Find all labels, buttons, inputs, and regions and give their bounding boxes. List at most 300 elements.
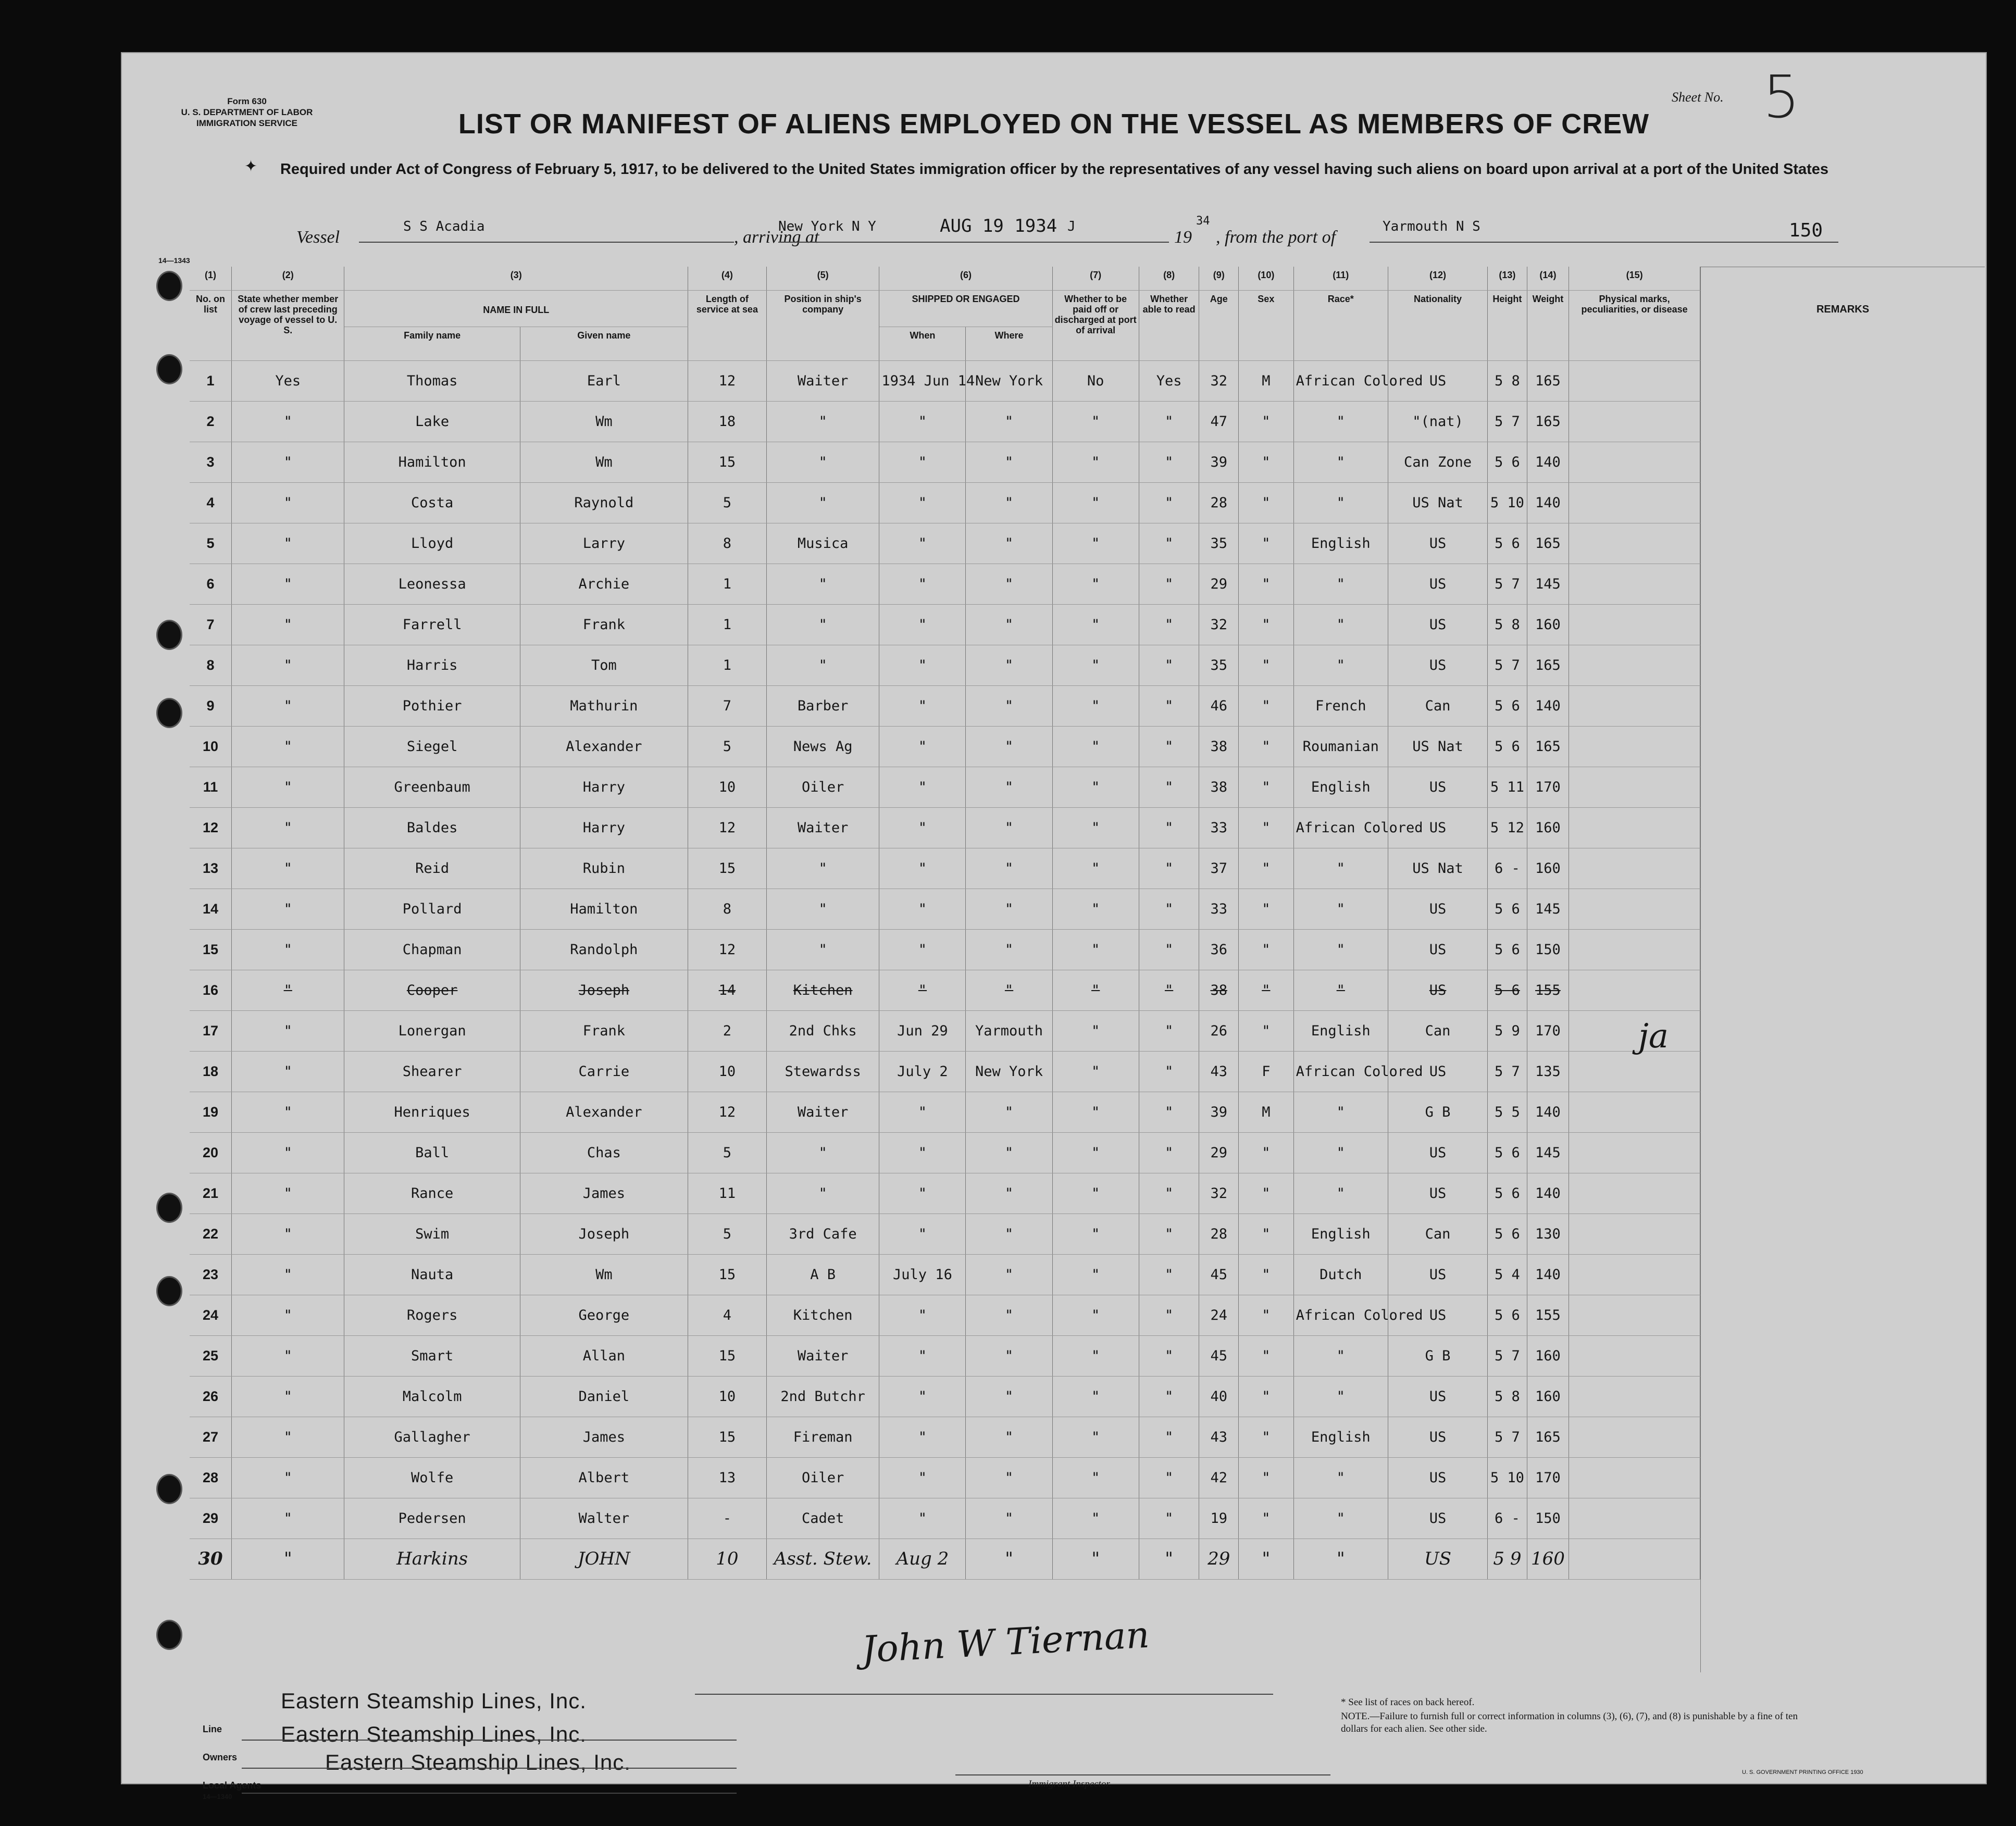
table-row <box>190 482 1700 523</box>
paid-off-cell: " <box>1052 1092 1139 1132</box>
race-cell: " <box>1293 1335 1388 1376</box>
weight-cell: 140 <box>1527 442 1569 482</box>
table-header <box>190 267 1700 360</box>
year-suffix: 34 <box>1196 215 1210 228</box>
weight-cell: 165 <box>1527 401 1569 442</box>
given-name-cell: Wm <box>520 401 688 442</box>
inspector-signature: John W Tiernan <box>861 1613 1151 1671</box>
race-cell: " <box>1293 1539 1388 1579</box>
height-cell: 5 6 <box>1488 726 1527 767</box>
service-length-cell: 15 <box>688 1417 766 1457</box>
weight-cell: 145 <box>1527 564 1569 604</box>
sheet-label: Sheet No. <box>1672 90 1724 105</box>
shipped-where-cell: " <box>966 1254 1052 1295</box>
service-length-cell: 7 <box>688 685 766 726</box>
race-cell: " <box>1293 1498 1388 1539</box>
row-number-cell: 4 <box>190 482 232 523</box>
table-row <box>190 1457 1700 1498</box>
shipped-when-cell: " <box>879 1295 966 1335</box>
race-cell: English <box>1293 523 1388 564</box>
given-name-cell: Raynold <box>520 482 688 523</box>
position-cell: Oiler <box>766 767 879 807</box>
form-number: Form 630 <box>227 96 267 106</box>
family-name-cell: Farrell <box>344 604 520 645</box>
row-number-cell: 6 <box>190 564 232 604</box>
height-cell: 6 - <box>1488 848 1527 889</box>
shipped-when-cell: " <box>879 564 966 604</box>
shipped-when-cell: " <box>879 523 966 564</box>
position-cell: " <box>766 604 879 645</box>
row-number-cell: 1 <box>190 360 232 401</box>
departure-port: Yarmouth N S <box>1383 219 1480 234</box>
col-num-3: (3) <box>344 267 688 290</box>
owners-label: Owners <box>203 1752 238 1762</box>
shipped-when-cell: " <box>879 1335 966 1376</box>
race-cell: " <box>1293 401 1388 442</box>
height-cell: 5 9 <box>1488 1010 1527 1051</box>
able-to-read-cell: " <box>1139 1295 1199 1335</box>
nationality-cell: US <box>1388 360 1487 401</box>
able-to-read-cell: " <box>1139 685 1199 726</box>
page-count: 150 <box>1789 220 1823 241</box>
position-cell: Waiter <box>766 1335 879 1376</box>
race-cell: " <box>1293 1173 1388 1214</box>
race-cell: " <box>1293 1457 1388 1498</box>
age-cell: 32 <box>1199 1173 1239 1214</box>
nationality-cell: US <box>1388 1457 1487 1498</box>
given-name-cell: Archie <box>520 564 688 604</box>
local-agents-label: Local Agents <box>203 1780 262 1791</box>
sex-cell: " <box>1238 1457 1293 1498</box>
sex-cell: " <box>1238 1539 1293 1579</box>
row-number-cell: 26 <box>190 1376 232 1417</box>
prior-voyage-cell: " <box>232 1539 344 1579</box>
header-nationality: Nationality <box>1388 290 1487 360</box>
family-name-cell: Reid <box>344 848 520 889</box>
height-cell: 5 6 <box>1488 970 1527 1010</box>
height-cell: 5 7 <box>1488 564 1527 604</box>
given-name-cell: Daniel <box>520 1376 688 1417</box>
table-row <box>190 1498 1700 1539</box>
prior-voyage-cell: " <box>232 685 344 726</box>
able-to-read-cell: " <box>1139 1051 1199 1092</box>
physical-marks-cell <box>1569 929 1700 970</box>
col-num-9: (9) <box>1199 267 1239 290</box>
shipped-where-cell: " <box>966 401 1052 442</box>
shipped-where-cell: " <box>966 685 1052 726</box>
given-name-cell: Rubin <box>520 848 688 889</box>
sex-cell: " <box>1238 604 1293 645</box>
service-length-cell: 11 <box>688 1173 766 1214</box>
remarks-column <box>1638 267 1985 1672</box>
position-cell: Waiter <box>766 1092 879 1132</box>
age-cell: 38 <box>1199 970 1239 1010</box>
family-name-cell: Baldes <box>344 807 520 848</box>
position-cell: " <box>766 889 879 929</box>
row-number-cell: 8 <box>190 645 232 685</box>
col-num-15: (15) <box>1569 267 1700 290</box>
service-length-cell: 1 <box>688 564 766 604</box>
row-number-cell: 5 <box>190 523 232 564</box>
nationality-cell: US <box>1388 1173 1487 1214</box>
physical-marks-cell <box>1569 401 1700 442</box>
prior-voyage-cell: " <box>232 807 344 848</box>
physical-marks-cell <box>1569 523 1700 564</box>
height-cell: 5 5 <box>1488 1092 1527 1132</box>
height-cell: 5 10 <box>1488 1457 1527 1498</box>
row-number-cell: 3 <box>190 442 232 482</box>
shipped-when-cell: " <box>879 889 966 929</box>
emblem-icon: ✦ <box>244 158 258 175</box>
position-cell: " <box>766 929 879 970</box>
table-row <box>190 604 1700 645</box>
manifest-sheet <box>121 52 1987 1800</box>
prior-voyage-cell: " <box>232 523 344 564</box>
col-num-14: (14) <box>1527 267 1569 290</box>
sex-cell: M <box>1238 1092 1293 1132</box>
sex-cell: " <box>1238 1214 1293 1254</box>
header-age: Age <box>1199 290 1239 360</box>
height-cell: 5 7 <box>1488 645 1527 685</box>
paid-off-cell: " <box>1052 929 1139 970</box>
physical-marks-cell <box>1569 685 1700 726</box>
binder-hole <box>156 698 182 728</box>
physical-marks-cell <box>1569 1010 1700 1051</box>
shipped-where-cell: " <box>966 1173 1052 1214</box>
binder-hole <box>156 1193 182 1223</box>
able-to-read-cell: " <box>1139 767 1199 807</box>
nationality-cell: "(nat) <box>1388 401 1487 442</box>
sex-cell: " <box>1238 442 1293 482</box>
family-name-cell: Smart <box>344 1335 520 1376</box>
physical-marks-cell <box>1569 1092 1700 1132</box>
weight-cell: 140 <box>1527 1092 1569 1132</box>
age-cell: 35 <box>1199 645 1239 685</box>
family-name-cell: Costa <box>344 482 520 523</box>
shipped-where-cell: New York <box>966 1051 1052 1092</box>
table-row <box>190 929 1700 970</box>
prior-voyage-cell: " <box>232 645 344 685</box>
given-name-cell: Harry <box>520 767 688 807</box>
race-cell: " <box>1293 889 1388 929</box>
sex-cell: " <box>1238 1417 1293 1457</box>
prior-voyage-cell: " <box>232 1010 344 1051</box>
given-name-cell: Albert <box>520 1457 688 1498</box>
prior-voyage-cell: " <box>232 726 344 767</box>
table-row <box>190 1539 1700 1579</box>
service-length-cell: 15 <box>688 1254 766 1295</box>
service-length-cell: 4 <box>688 1295 766 1335</box>
header-length-service: Length of service at sea <box>688 290 766 360</box>
physical-marks-cell <box>1569 442 1700 482</box>
crew-manifest-table <box>190 267 1700 1580</box>
weight-cell: 150 <box>1527 1498 1569 1539</box>
age-cell: 19 <box>1199 1498 1239 1539</box>
service-length-cell: 5 <box>688 1132 766 1173</box>
weight-cell: 160 <box>1527 604 1569 645</box>
shipped-where-cell: " <box>966 1132 1052 1173</box>
shipped-where-cell: " <box>966 889 1052 929</box>
age-cell: 29 <box>1199 564 1239 604</box>
height-cell: 5 6 <box>1488 1132 1527 1173</box>
prior-voyage-cell: " <box>232 1132 344 1173</box>
family-name-cell: Wolfe <box>344 1457 520 1498</box>
row-number-cell: 17 <box>190 1010 232 1051</box>
family-name-cell: Chapman <box>344 929 520 970</box>
header-weight: Weight <box>1527 290 1569 360</box>
position-cell: Stewardss <box>766 1051 879 1092</box>
height-cell: 5 11 <box>1488 767 1527 807</box>
header-shipped: SHIPPED OR ENGAGED <box>879 290 1052 327</box>
nationality-cell: Can <box>1388 685 1487 726</box>
family-name-cell: Lloyd <box>344 523 520 564</box>
position-cell: Waiter <box>766 360 879 401</box>
table-row <box>190 645 1700 685</box>
binder-hole <box>156 271 182 301</box>
prior-voyage-cell: " <box>232 1051 344 1092</box>
position-cell: Cadet <box>766 1498 879 1539</box>
race-cell: " <box>1293 1092 1388 1132</box>
height-cell: 5 8 <box>1488 360 1527 401</box>
age-cell: 46 <box>1199 685 1239 726</box>
shipped-when-cell: " <box>879 1214 966 1254</box>
row-number-cell: 27 <box>190 1417 232 1457</box>
weight-cell: 170 <box>1527 1457 1569 1498</box>
vessel-name: S S Acadia <box>403 219 485 234</box>
race-cell: English <box>1293 1214 1388 1254</box>
table-row <box>190 848 1700 889</box>
shipped-where-cell: " <box>966 807 1052 848</box>
table-row <box>190 360 1700 401</box>
header-physical: Physical marks, peculiarities, or disease <box>1569 290 1700 360</box>
row-number-cell: 15 <box>190 929 232 970</box>
prior-voyage-cell: " <box>232 401 344 442</box>
position-cell: Kitchen <box>766 970 879 1010</box>
sex-cell: " <box>1238 1010 1293 1051</box>
sex-cell: " <box>1238 767 1293 807</box>
header-race: Race* <box>1293 290 1388 360</box>
age-cell: 35 <box>1199 523 1239 564</box>
given-name-cell: Harry <box>520 807 688 848</box>
sex-cell: " <box>1238 726 1293 767</box>
paid-off-cell: " <box>1052 807 1139 848</box>
service-length-cell: - <box>688 1498 766 1539</box>
nationality-cell: US <box>1388 1132 1487 1173</box>
able-to-read-cell: " <box>1139 1214 1199 1254</box>
age-cell: 33 <box>1199 807 1239 848</box>
physical-marks-cell <box>1569 1132 1700 1173</box>
shipped-when-cell: " <box>879 807 966 848</box>
height-cell: 5 7 <box>1488 1417 1527 1457</box>
prior-voyage-cell: " <box>232 1335 344 1376</box>
paid-off-cell: " <box>1052 401 1139 442</box>
given-name-cell: Alexander <box>520 726 688 767</box>
shipped-where-cell: Yarmouth <box>966 1010 1052 1051</box>
weight-cell: 140 <box>1527 482 1569 523</box>
given-name-cell: Chas <box>520 1132 688 1173</box>
age-cell: 43 <box>1199 1051 1239 1092</box>
physical-marks-cell <box>1569 482 1700 523</box>
race-cell: English <box>1293 1417 1388 1457</box>
table-row <box>190 1132 1700 1173</box>
service-length-cell: 15 <box>688 848 766 889</box>
row-number-cell: 9 <box>190 685 232 726</box>
shipped-when-cell: Jun 29 <box>879 1010 966 1051</box>
given-name-cell: James <box>520 1173 688 1214</box>
col-num-1: (1) <box>190 267 232 290</box>
able-to-read-cell: " <box>1139 442 1199 482</box>
physical-marks-cell <box>1569 1173 1700 1214</box>
form-code: 14—1343 <box>158 256 190 265</box>
height-cell: 5 6 <box>1488 1295 1527 1335</box>
position-cell: " <box>766 442 879 482</box>
shipped-when-cell: 1934 Jun 14 <box>879 360 966 401</box>
prior-voyage-cell: " <box>232 1498 344 1539</box>
position-cell: " <box>766 645 879 685</box>
paid-off-cell: " <box>1052 1051 1139 1092</box>
sex-cell: " <box>1238 482 1293 523</box>
paid-off-cell: No <box>1052 360 1139 401</box>
row-number-cell: 2 <box>190 401 232 442</box>
row-number-cell: 25 <box>190 1335 232 1376</box>
nationality-cell: US <box>1388 645 1487 685</box>
position-cell: " <box>766 1173 879 1214</box>
paid-off-cell: " <box>1052 685 1139 726</box>
prior-voyage-cell: " <box>232 970 344 1010</box>
sex-cell: " <box>1238 807 1293 848</box>
shipped-when-cell: " <box>879 1092 966 1132</box>
race-cell: African Colored <box>1293 360 1388 401</box>
prior-voyage-cell: " <box>232 1295 344 1335</box>
physical-marks-cell <box>1569 360 1700 401</box>
age-cell: 32 <box>1199 604 1239 645</box>
row-number-cell: 11 <box>190 767 232 807</box>
age-cell: 28 <box>1199 482 1239 523</box>
prior-voyage-cell: " <box>232 604 344 645</box>
nationality-cell: US <box>1388 970 1487 1010</box>
family-name-cell: Harkins <box>344 1539 520 1579</box>
height-cell: 5 6 <box>1488 1173 1527 1214</box>
sex-cell: " <box>1238 564 1293 604</box>
row-number-cell: 24 <box>190 1295 232 1335</box>
given-name-cell: Joseph <box>520 970 688 1010</box>
service-length-cell: 5 <box>688 726 766 767</box>
able-to-read-cell: " <box>1139 1173 1199 1214</box>
paid-off-cell: " <box>1052 564 1139 604</box>
sex-cell: " <box>1238 929 1293 970</box>
able-to-read-cell: " <box>1139 645 1199 685</box>
shipped-where-cell: New York <box>966 360 1052 401</box>
paid-off-cell: " <box>1052 1335 1139 1376</box>
nationality-cell: US <box>1388 1051 1487 1092</box>
col-num-12: (12) <box>1388 267 1487 290</box>
age-cell: 42 <box>1199 1457 1239 1498</box>
shipped-when-cell: July 2 <box>879 1051 966 1092</box>
shipped-where-cell: " <box>966 1417 1052 1457</box>
position-cell: " <box>766 848 879 889</box>
col-num-10: (10) <box>1238 267 1293 290</box>
prior-voyage-cell: Yes <box>232 360 344 401</box>
physical-marks-cell <box>1569 726 1700 767</box>
nationality-cell: Can Zone <box>1388 442 1487 482</box>
shipped-where-cell: " <box>966 523 1052 564</box>
family-name-cell: Leonessa <box>344 564 520 604</box>
department-name: U. S. DEPARTMENT OF LABOR <box>181 107 313 117</box>
paid-off-cell: " <box>1052 726 1139 767</box>
paid-off-cell: " <box>1052 1457 1139 1498</box>
sex-cell: " <box>1238 1173 1293 1214</box>
nationality-cell: US <box>1388 889 1487 929</box>
able-to-read-cell: " <box>1139 848 1199 889</box>
family-name-cell: Rance <box>344 1173 520 1214</box>
weight-cell: 170 <box>1527 767 1569 807</box>
col-num-13: (13) <box>1488 267 1527 290</box>
shipped-when-cell: July 16 <box>879 1254 966 1295</box>
document-title: LIST OR MANIFEST OF ALIENS EMPLOYED ON THE VESSEL AS MEMBERS OF CREW <box>458 108 1650 140</box>
shipped-when-cell: " <box>879 1457 966 1498</box>
service-length-cell: 8 <box>688 523 766 564</box>
weight-cell: 140 <box>1527 1173 1569 1214</box>
table-row <box>190 1051 1700 1092</box>
shipped-where-cell: " <box>966 1335 1052 1376</box>
row-number-cell: 21 <box>190 1173 232 1214</box>
shipped-where-cell: " <box>966 1376 1052 1417</box>
prior-voyage-cell: " <box>232 889 344 929</box>
able-to-read-cell: " <box>1139 970 1199 1010</box>
row-number-cell: 22 <box>190 1214 232 1254</box>
crew-rows <box>190 360 1700 1579</box>
shipped-when-cell: " <box>879 482 966 523</box>
family-name-cell: Malcolm <box>344 1376 520 1417</box>
shipped-where-cell: " <box>966 1457 1052 1498</box>
nationality-cell: US Nat <box>1388 726 1487 767</box>
weight-cell: 160 <box>1527 1335 1569 1376</box>
table-row <box>190 1254 1700 1295</box>
weight-cell: 160 <box>1527 807 1569 848</box>
header-position: Position in ship's company <box>766 290 879 360</box>
header-able-read: Whether able to read <box>1139 290 1199 360</box>
shipped-when-cell: " <box>879 1498 966 1539</box>
sex-cell: " <box>1238 1498 1293 1539</box>
shipped-where-cell: " <box>966 645 1052 685</box>
row-number-cell: 20 <box>190 1132 232 1173</box>
given-name-cell: Walter <box>520 1498 688 1539</box>
shipped-when-cell: " <box>879 1132 966 1173</box>
given-name-cell: Carrie <box>520 1051 688 1092</box>
row-number-cell: 14 <box>190 889 232 929</box>
line-label: Line <box>203 1724 222 1734</box>
paid-off-cell: " <box>1052 1498 1139 1539</box>
arrival-port: New York N Y <box>778 219 876 234</box>
sex-cell: " <box>1238 645 1293 685</box>
position-cell: " <box>766 482 879 523</box>
race-cell: English <box>1293 767 1388 807</box>
able-to-read-cell: " <box>1139 1335 1199 1376</box>
service-length-cell: 10 <box>688 767 766 807</box>
shipped-when-cell: " <box>879 604 966 645</box>
age-cell: 40 <box>1199 1376 1239 1417</box>
nationality-cell: US <box>1388 1254 1487 1295</box>
table-row <box>190 767 1700 807</box>
agents-stamp: Eastern Steamship Lines, Inc. <box>325 1750 631 1774</box>
service-length-cell: 2 <box>688 1010 766 1051</box>
weight-cell: 155 <box>1527 1295 1569 1335</box>
row-number-cell: 12 <box>190 807 232 848</box>
physical-marks-cell <box>1569 1376 1700 1417</box>
physical-marks-cell <box>1569 604 1700 645</box>
row-number-cell: 19 <box>190 1092 232 1132</box>
service-length-cell: 1 <box>688 604 766 645</box>
